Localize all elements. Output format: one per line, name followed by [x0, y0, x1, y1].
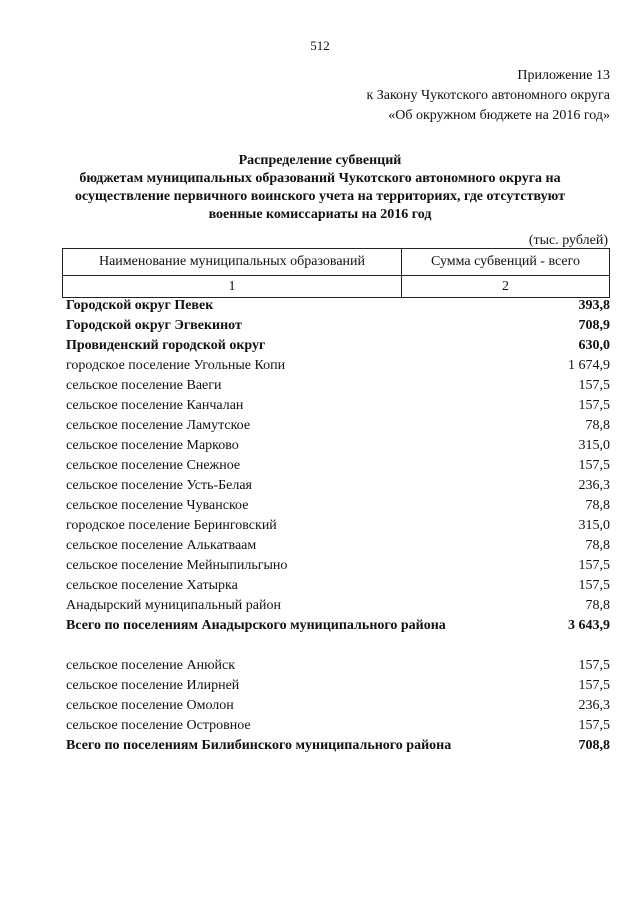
- row-amount: 236,3: [578, 698, 610, 713]
- row-amount: 157,5: [578, 398, 610, 413]
- row-name: сельское поселение Анюйск: [66, 658, 236, 673]
- row-amount: 315,0: [578, 518, 610, 533]
- row-name: Анадырский муниципальный район: [66, 598, 281, 613]
- appendix-line-3: «Об окружном бюджете на 2016 год»: [388, 108, 610, 123]
- table-row: [66, 656, 610, 676]
- row-name: сельское поселение Островное: [66, 718, 251, 733]
- row-amount: 1 674,9: [568, 358, 610, 373]
- table-row: [66, 476, 610, 496]
- page-number: 512: [310, 38, 330, 53]
- row-name: сельское поселение Омолон: [66, 698, 234, 713]
- units-label: (тыс. рублей): [528, 233, 608, 248]
- table-body: [66, 296, 610, 776]
- table-row: [66, 436, 610, 456]
- title-line-4: военные комиссариаты на 2016 год: [208, 207, 432, 222]
- table-row: [66, 576, 610, 596]
- table-row: [66, 596, 610, 616]
- document-title: [40, 152, 600, 224]
- row-amount: 393,8: [578, 298, 610, 313]
- row-amount: 708,8: [578, 738, 610, 753]
- column-number-2: 2: [402, 276, 610, 298]
- row-name: сельское поселение Снежное: [66, 458, 241, 473]
- title-line-1: Распределение субвенций: [238, 153, 402, 168]
- table-row: [66, 516, 610, 536]
- row-amount: 315,0: [578, 438, 610, 453]
- column-header-amount: Сумма субвенций - всего: [402, 249, 610, 276]
- column-header-name: Наименование муниципальных образований: [63, 249, 402, 276]
- appendix-line-2: к Закону Чукотского автономного округа: [366, 88, 610, 103]
- row-amount: 3 643,9: [568, 618, 610, 633]
- appendix-line-1: Приложение 13: [517, 68, 610, 83]
- table-row: [66, 336, 610, 356]
- table-row: [66, 296, 610, 316]
- row-amount: 157,5: [578, 458, 610, 473]
- row-name: сельское поселение Алькатваам: [66, 538, 257, 553]
- table-row: [66, 616, 610, 656]
- row-amount: 708,9: [578, 318, 610, 333]
- table-row: [66, 696, 610, 716]
- row-name: Всего по поселениям Билибинского муниципального района: [66, 738, 452, 753]
- row-name: сельское поселение Чуванское: [66, 498, 249, 513]
- row-amount: 157,5: [578, 558, 610, 573]
- table-row: [66, 356, 610, 376]
- row-name: Провиденский городской округ: [66, 338, 266, 353]
- table-row: [66, 716, 610, 736]
- table-row: [66, 676, 610, 696]
- row-name: городское поселение Беринговский: [66, 518, 277, 533]
- row-amount: 630,0: [578, 338, 610, 353]
- table-row: [66, 416, 610, 436]
- row-name: сельское поселение Ваеги: [66, 378, 222, 393]
- row-amount: 78,8: [585, 498, 610, 513]
- table-row: [66, 396, 610, 416]
- row-amount: 78,8: [585, 418, 610, 433]
- table-row: [66, 536, 610, 556]
- appendix-header: [366, 66, 610, 126]
- row-amount: 78,8: [585, 598, 610, 613]
- row-name: сельское поселение Хатырка: [66, 578, 238, 593]
- row-amount: 157,5: [578, 678, 610, 693]
- table-row: [66, 496, 610, 516]
- row-name: сельское поселение Усть-Белая: [66, 478, 252, 493]
- row-name: Всего по поселениям Анадырского муниципального района: [66, 618, 446, 633]
- column-number-1: 1: [63, 276, 402, 298]
- row-name: городское поселение Угольные Копи: [66, 358, 286, 373]
- table-row: [66, 736, 610, 776]
- table-row: [66, 376, 610, 396]
- title-line-3: осуществление первичного воинского учета на территориях, где отсутствуют: [74, 189, 565, 204]
- title-line-2: бюджетам муниципальных образований Чукотского автономного округа на: [79, 171, 561, 186]
- row-name: сельское поселение Ламутское: [66, 418, 251, 433]
- row-name: Городской округ Певек: [66, 298, 214, 313]
- table-row: [66, 316, 610, 336]
- row-amount: 157,5: [578, 658, 610, 673]
- row-amount: 157,5: [578, 378, 610, 393]
- table-row: [66, 456, 610, 476]
- row-amount: 157,5: [578, 718, 610, 733]
- row-name: сельское поселение Канчалан: [66, 398, 244, 413]
- row-name: Городской округ Эгвекинот: [66, 318, 242, 333]
- table-header: [62, 248, 610, 298]
- row-amount: 236,3: [578, 478, 610, 493]
- row-amount: 157,5: [578, 578, 610, 593]
- row-name: сельское поселение Мейныпильгыно: [66, 558, 288, 573]
- row-name: сельское поселение Илирней: [66, 678, 240, 693]
- row-amount: 78,8: [585, 538, 610, 553]
- table-row: [66, 556, 610, 576]
- row-name: сельское поселение Марково: [66, 438, 239, 453]
